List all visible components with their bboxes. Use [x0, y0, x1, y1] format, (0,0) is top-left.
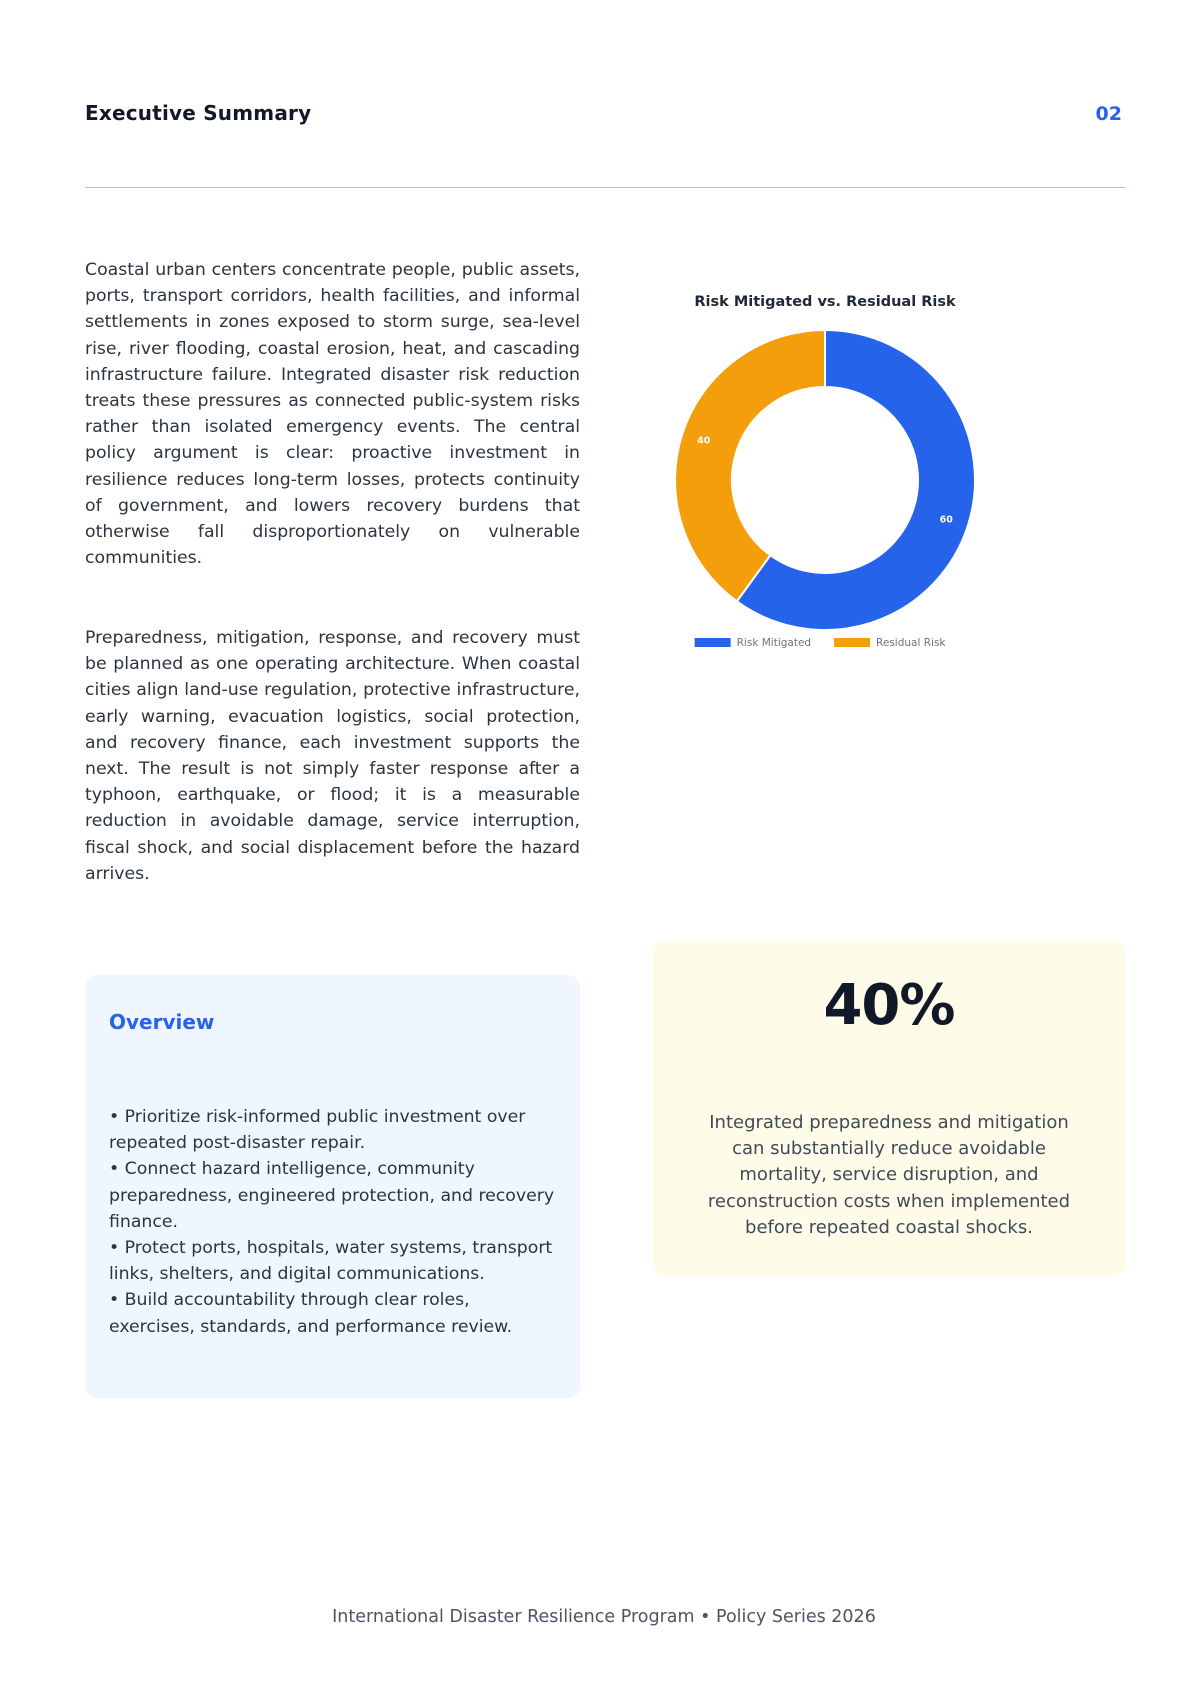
donut-slice-value-label: 60 — [939, 514, 953, 526]
overview-panel — [85, 975, 580, 1398]
donut-chart-svg — [640, 290, 1010, 660]
body-paragraph-1: Coastal urban centers concentrate people, public assets, ports, transport corridors, health facilities, and informal settlements in zones exposed to storm surge, sea-level rise, river flooding, coastal erosion, heat, and cascading infrastructure failure. Integrated disaster risk reduction treats these pressures as connected public-system risks rather than isolated emergency events. The central policy argument is clear: proactive investment in resilience reduces long-term losses, protects continuity of government, and lowers recovery burdens that otherwise fall disproportionately on vulnerable communities. — [85, 260, 580, 569]
page-number: 02 — [1095, 103, 1122, 125]
overview-item: • Build accountability through clear roles, exercises, standards, and performance review. — [109, 1290, 513, 1337]
donut-slice-residual-risk — [675, 330, 825, 601]
key-stat-panel — [653, 941, 1125, 1276]
page-title: Executive Summary — [85, 101, 312, 125]
donut-slice-value-label: 40 — [697, 435, 711, 447]
header-divider — [85, 187, 1125, 188]
legend-swatch — [834, 638, 870, 647]
legend-swatch — [695, 638, 731, 647]
overview-item: • Protect ports, hospitals, water systems, transport links, shelters, and digital communications. — [109, 1238, 553, 1285]
chart-slices — [675, 330, 975, 630]
page-footer: International Disaster Resilience Program • Policy Series 2026 — [332, 1607, 876, 1627]
legend-label: Residual Risk — [876, 637, 946, 649]
overview-list — [109, 1104, 559, 1340]
overview-item: • Prioritize risk-informed public investment over repeated post-disaster repair. — [109, 1107, 526, 1154]
chart-legend — [695, 637, 947, 649]
overview-item: • Connect hazard intelligence, community preparedness, engineered protection, and recovery finance. — [109, 1159, 555, 1232]
body-paragraph-2: Preparedness, mitigation, response, and recovery must be planned as one operating architecture. When coastal cities align land-use regulation, protective infrastructure, early warning, evacuation logistics, social protection, and recovery finance, each investment supports the next. The result is not simply faster response after a typhoon, earthquake, or flood; it is a measurable reduction in avoidable damage, service interruption, fiscal shock, and social displacement before the hazard arrives. — [85, 628, 580, 884]
donut-chart — [640, 290, 1010, 660]
chart-title: Risk Mitigated vs. Residual Risk — [694, 294, 956, 310]
legend-label: Risk Mitigated — [736, 637, 812, 649]
overview-title: Overview — [109, 1010, 215, 1034]
key-stat-value: 40% — [823, 973, 955, 1038]
key-stat-caption: Integrated preparedness and mitigation can substantially reduce avoidable mortality, service disruption, and reconstruction costs when implemented before repeated coastal shocks. — [707, 1112, 1071, 1238]
